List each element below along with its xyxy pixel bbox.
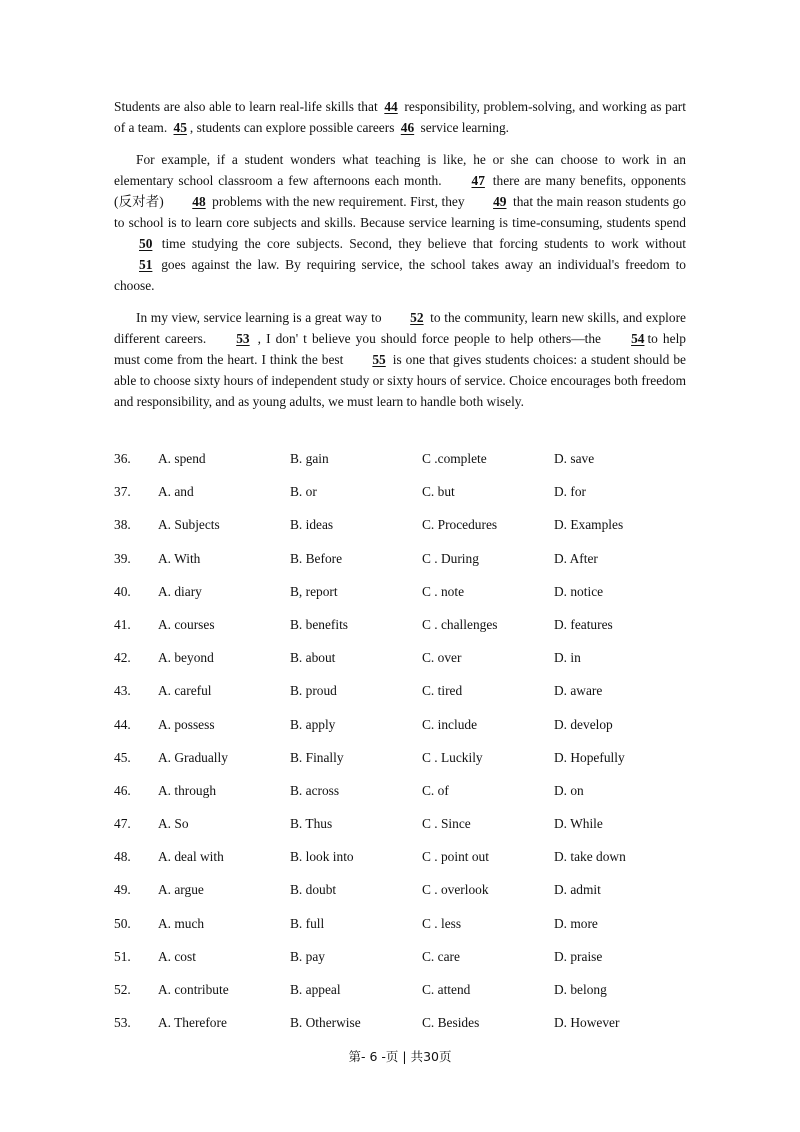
question-number: 51. xyxy=(114,948,131,964)
option-a: A. Therefore xyxy=(158,1015,227,1031)
option-a: A. and xyxy=(158,484,194,500)
option-c: C. of xyxy=(422,782,449,798)
question-number: 42. xyxy=(114,650,131,666)
question-row xyxy=(114,914,686,947)
option-c: C . challenges xyxy=(422,616,498,632)
question-number: 37. xyxy=(114,484,131,500)
option-b: B. Before xyxy=(290,550,343,566)
passage-text: is one that gives students choices: a student should be able to choose sixty hours of independent study or sixty hours of service. Choice encourages both freedom and responsibility, and as young adults, we must learn to handle both wisely. xyxy=(114,352,686,409)
passage-text: , students can explore possible careers xyxy=(189,120,398,135)
passage-text: to help must come from the heart. I think the best xyxy=(114,331,686,367)
blank-47: 47 xyxy=(471,173,485,188)
question-number: 50. xyxy=(114,915,131,931)
answer-options-list xyxy=(114,449,686,1046)
question-number: 47. xyxy=(114,816,131,832)
option-a: A. deal with xyxy=(158,849,224,865)
question-row xyxy=(114,847,686,880)
question-number: 48. xyxy=(114,849,131,865)
option-c: C . overlook xyxy=(422,882,489,898)
option-c: C. Procedures xyxy=(422,517,498,533)
option-b: B. appeal xyxy=(290,982,341,997)
question-row xyxy=(114,515,686,548)
question-row xyxy=(114,781,686,814)
blank-52: 52 xyxy=(410,310,424,325)
option-c: C. tired xyxy=(422,683,463,699)
option-d: D. While xyxy=(554,816,603,832)
question-number: 43. xyxy=(114,683,131,699)
passage-text: responsibility, problem-solving, and working as part of a team. xyxy=(114,99,686,135)
option-b: B. ideas xyxy=(290,517,334,533)
option-c: C . less xyxy=(422,915,462,931)
option-c: C. Besides xyxy=(422,1015,480,1031)
question-number: 49. xyxy=(114,882,131,898)
question-row xyxy=(114,814,686,847)
option-d: D. save xyxy=(554,451,595,466)
option-d: D. take down xyxy=(554,849,626,865)
question-number: 46. xyxy=(114,782,131,798)
question-row xyxy=(114,715,686,748)
question-row xyxy=(114,748,686,781)
question-row xyxy=(114,549,686,582)
option-b: B. look into xyxy=(290,849,354,865)
blank-46: 46 xyxy=(400,120,415,135)
blank-55: 55 xyxy=(372,352,386,367)
option-d: D. belong xyxy=(554,982,607,997)
question-row xyxy=(114,880,686,913)
option-b: B. full xyxy=(290,915,325,931)
option-c: C. attend xyxy=(422,982,471,997)
option-a: A. With xyxy=(158,550,201,566)
passage-text: there are many benefits, opponents (反对者) xyxy=(114,173,686,209)
option-d: D. features xyxy=(554,616,613,632)
passage-text: Students are also able to learn real-life skills that xyxy=(114,99,382,114)
option-c: C .complete xyxy=(422,451,487,466)
option-a: A. diary xyxy=(158,583,202,599)
option-a: A. argue xyxy=(158,882,204,898)
option-b: B. Thus xyxy=(290,816,333,832)
question-number: 39. xyxy=(114,550,131,566)
question-number: 36. xyxy=(114,451,131,466)
blank-53: 53 xyxy=(236,331,250,346)
question-number: 53. xyxy=(114,1015,131,1031)
option-a: A. Subjects xyxy=(158,517,220,533)
option-d: D. on xyxy=(554,782,584,798)
blank-45: 45 xyxy=(173,120,187,135)
question-row xyxy=(114,615,686,648)
blank-54: 54 xyxy=(631,331,645,346)
option-b: B. benefits xyxy=(290,616,349,632)
reading-passage xyxy=(114,96,686,423)
option-d: D. notice xyxy=(554,583,604,599)
passage-text: that the main reason students go to school is to learn core subjects and skills. Because service learning is time-consuming, students spend xyxy=(114,194,686,230)
option-d: D. After xyxy=(554,550,598,566)
passage-text: goes against the law. By requiring service, the school takes away an individual's freedom to choose. xyxy=(114,257,686,293)
option-d: D. Examples xyxy=(554,517,624,533)
option-d: D. Hopefully xyxy=(554,749,625,765)
option-a: A. much xyxy=(158,915,205,931)
option-b: B. across xyxy=(290,782,340,798)
passage-text: In my view, service learning is a great way to xyxy=(136,310,386,325)
option-c: C. but xyxy=(422,484,455,500)
question-number: 52. xyxy=(114,982,131,997)
option-d: D. more xyxy=(554,915,598,931)
passage-paragraph-1 xyxy=(114,96,686,138)
question-row xyxy=(114,482,686,515)
passage-paragraph-3 xyxy=(114,307,686,412)
passage-text: to the community, learn new skills, and explore different careers. xyxy=(114,310,686,346)
blank-48: 48 xyxy=(192,194,206,209)
question-row xyxy=(114,980,686,1013)
option-d: D. aware xyxy=(554,683,603,699)
option-a: A. spend xyxy=(158,451,206,466)
blank-49: 49 xyxy=(493,194,507,209)
passage-text: , I don' t believe you should force people to help others—the xyxy=(252,331,607,346)
option-c: C. care xyxy=(422,948,460,964)
question-number: 45. xyxy=(114,749,131,765)
option-c: C . During xyxy=(422,550,479,566)
option-b: B, report xyxy=(290,583,338,599)
blank-51: 51 xyxy=(139,257,153,272)
option-b: B. Otherwise xyxy=(290,1015,361,1031)
option-b: B. about xyxy=(290,650,336,666)
option-b: B. gain xyxy=(290,451,329,466)
option-d: D. develop xyxy=(554,716,613,732)
question-row xyxy=(114,449,686,482)
blank-50: 50 xyxy=(139,236,153,251)
option-c: C . Luckily xyxy=(422,749,483,765)
option-a: A. contribute xyxy=(158,982,229,997)
option-d: D. However xyxy=(554,1015,620,1031)
option-a: A. beyond xyxy=(158,650,214,666)
option-b: B. pay xyxy=(290,948,325,964)
question-row xyxy=(114,582,686,615)
option-a: A. So xyxy=(158,816,189,832)
question-row xyxy=(114,681,686,714)
option-a: A. through xyxy=(158,782,217,798)
option-b: B. doubt xyxy=(290,882,337,898)
option-c: C . point out xyxy=(422,849,489,865)
option-b: B. apply xyxy=(290,716,336,732)
option-a: A. careful xyxy=(158,683,212,699)
option-a: A. courses xyxy=(158,616,215,632)
question-number: 44. xyxy=(114,716,131,732)
question-number: 41. xyxy=(114,616,131,632)
option-c: C. include xyxy=(422,716,478,732)
option-d: D. for xyxy=(554,484,586,500)
option-c: C . Since xyxy=(422,816,471,832)
question-row xyxy=(114,1013,686,1046)
passage-text: problems with the new requirement. First, they xyxy=(208,194,469,209)
option-a: A. possess xyxy=(158,716,215,732)
option-c: C. over xyxy=(422,650,462,666)
passage-text: For example, if a student wonders what teaching is like, he or she can choose to work in an elementary school classroom a few afternoons each month. xyxy=(114,152,686,188)
option-b: B. proud xyxy=(290,683,337,699)
option-d: D. praise xyxy=(554,948,603,964)
page-number: 第- 6 -页 | 共30页 xyxy=(348,1049,452,1064)
passage-text: service learning. xyxy=(417,120,509,135)
option-b: B. Finally xyxy=(290,749,344,765)
option-d: D. admit xyxy=(554,882,601,898)
question-number: 40. xyxy=(114,583,131,599)
option-b: B. or xyxy=(290,484,317,500)
question-row xyxy=(114,947,686,980)
option-a: A. Gradually xyxy=(158,749,228,765)
question-row xyxy=(114,648,686,681)
passage-paragraph-2 xyxy=(114,149,686,296)
option-c: C . note xyxy=(422,583,465,599)
question-number: 38. xyxy=(114,517,131,533)
option-d: D. in xyxy=(554,650,581,666)
option-a: A. cost xyxy=(158,948,196,964)
passage-text: time studying the core subjects. Second, they believe that forcing students to work without xyxy=(155,236,686,251)
blank-44: 44 xyxy=(384,99,398,114)
